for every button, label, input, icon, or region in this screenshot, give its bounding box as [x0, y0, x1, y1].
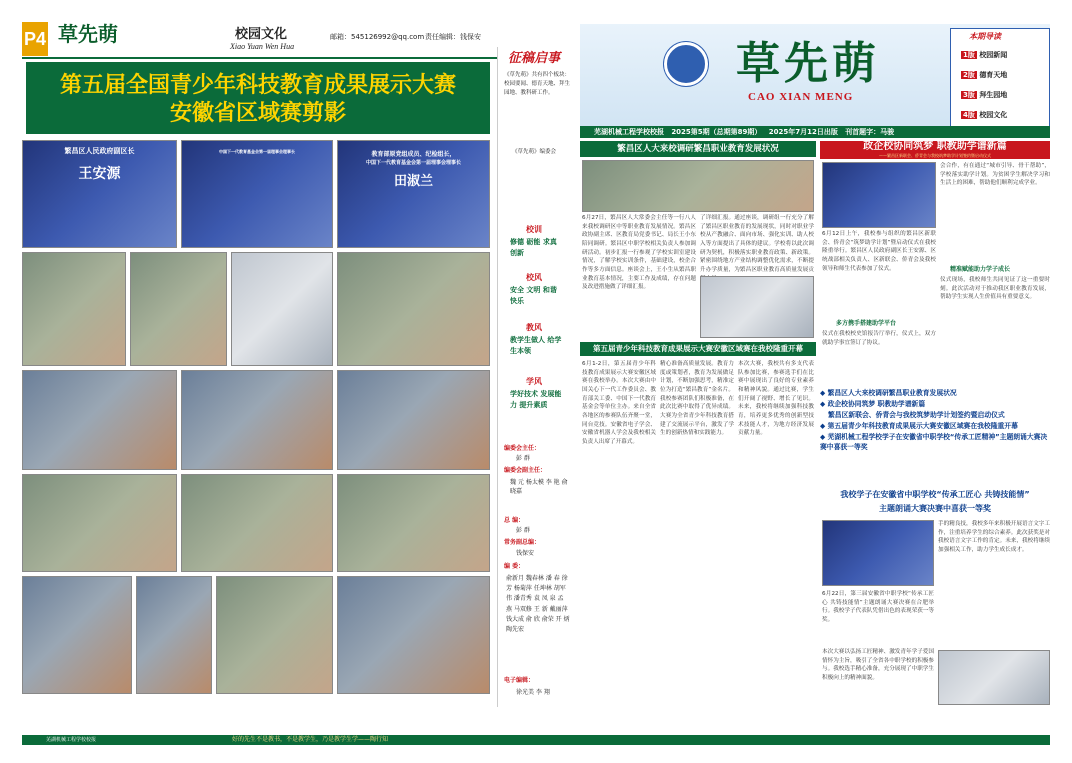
- article3-header: [820, 141, 1050, 159]
- headline-banner: [26, 62, 490, 134]
- toc-item[interactable]: ◆ 芜湖机械工程学校学子在安徽省中职学校“传承工匠精神”主题朗诵大赛决赛中喜获一等奖: [820, 432, 1048, 452]
- guide-item-3: [961, 91, 1007, 100]
- tel: 徐光美 李 翔: [516, 689, 550, 696]
- chief-editor: 彭 群: [516, 527, 530, 534]
- photo-row5-c: [216, 576, 333, 694]
- article2-col3: 本次大赛，我校共有多支代表队参加比赛，参赛选手们在比赛中展现出了良好的专业素养和精神风貌。通过比赛，学生们开阔了视野、增长了见识。未来，我校将继续加强科技教育，培养更多优秀的创新型技术技能人才，为地方经济发展贡献力量。: [738, 361, 814, 437]
- article3-col2: 会合作，有在通过“城市引导、骨干帮助”，学校落实助学计划。为贫困学生解决学习和生活上的困难，帮助他们顺利完成学业。: [940, 163, 1050, 187]
- photo-row2-d: [337, 252, 490, 366]
- photo-caption-title: 繁昌区人民政府副区长: [64, 147, 135, 155]
- masthead-emblem: [664, 42, 708, 86]
- motto-text: 修德 砺能 求真 创新: [510, 238, 557, 257]
- guide-num: 3版: [963, 91, 975, 99]
- guide-text: 校园文化: [979, 111, 1008, 119]
- toc-item-text: 繁昌区人大来校调研繁昌职业教育发展状况: [827, 389, 957, 397]
- toc-item[interactable]: ◆ 繁昌区人大来校调研繁昌职业教育发展状况: [820, 389, 957, 397]
- photo-caption-sub: 中国下一代教育基金会第一届理事会理事长: [219, 149, 295, 154]
- header-rule: [22, 57, 497, 59]
- page-number-badge: P4: [22, 22, 48, 56]
- deputy-label: 常务副总编：: [504, 539, 541, 546]
- footer-left: 芜湖机械工程学校校报: [46, 737, 97, 743]
- photo-opening-stage: [181, 140, 333, 248]
- members: 俞新月 魏春林 潘 春 徐 芳 杨菊萍 任坤林 胡军伟 潘青秀 袁 凤 泉 孟 燕 马双修 王 新 戴丽萍 钱大成 俞 欣 俞荣 开 炳 陶先宏: [506, 575, 570, 633]
- article2-col2: 精心准备高质量发展。教育力度或策划者，教育为发展做足计划，不断加强思考，精准定位为打造“繁昌教育”金名片。我校参赛团队们积极准备，在此次比赛中取得了优异成绩。大赛为全省青少年科技教育搭建了交流展示平台，激发了学生的创新热情和实践能力。: [660, 361, 734, 437]
- article4-header: [820, 488, 1050, 518]
- study-spirit-text: 学好技术 发展能力 提升素质: [510, 390, 562, 409]
- toc-item-text: 繁昌区新联会、侨青会与我校筑梦助学计划签约暨启动仪式: [828, 410, 1005, 419]
- photo-row3-c: [337, 370, 490, 470]
- photo-speaker-name: 田淑兰: [393, 174, 433, 189]
- photo-row4-a: [22, 474, 177, 572]
- article4-photo: [822, 520, 934, 586]
- guide-text: 德育天地: [979, 71, 1008, 79]
- article1-photo2: [700, 276, 814, 338]
- photo-row3-b: [181, 370, 333, 470]
- article3-subtitle: ——繁昌区新联会、侨青会与我校筑梦助学计划签约暨启动仪式: [879, 153, 991, 158]
- section-title: 校园文化: [235, 26, 288, 41]
- teaching-spirit-label: 教风: [526, 323, 542, 332]
- issue-date: 2025年7月12日出版: [768, 128, 838, 136]
- article2-col1: 6月1-2日，第五届青少年科技教育成果展示大赛安徽区域赛在我校举办。本次大赛由中国关心下一代工作委员会、教育部关工委、中国下一代教育基金会等单位主办。来自全省各地区的参赛队伍齐聚一堂，同台竞技。安徽省电子学会、安徽省机器人学会及我校相关负责人出席了开幕式。: [582, 361, 656, 445]
- guide-item-2: [961, 71, 1007, 80]
- article3-col1b: 仪式在我校校史馆报告厅举行，仪式上，双方就助学事宜签订了协议。: [822, 331, 936, 346]
- photo-row3-a: [22, 370, 177, 470]
- study-spirit-label: 学风: [526, 377, 542, 386]
- toc-item-text: 第五届青少年科技教育成果展示大赛安徽区域赛在我校隆重开幕: [827, 421, 1018, 430]
- photo-speaker-sub: 中国下一代教育基金会第一届理事会理事长: [365, 160, 461, 166]
- article3-col1: 6月12日上午，我校参与组织的繁昌区新联会、侨青会“筑梦助学计划”暨启动仪式在我校隆重举行。繁昌区人民政府副区长王安源、区统战部相关负责人、区新联会、侨青会及我校领导和师生代表参加了仪式。: [822, 231, 936, 272]
- article4-col3: 手的精良技，我校多年来积极开展语言文字工作，注重培养学生的综合素养。此次获奖是对我校语言文字工作的肯定。未来，我校将继续加强相关工作，助力学生成长成才。: [938, 521, 1050, 553]
- photo-row5-d: [337, 576, 490, 694]
- photo-speaker: [337, 140, 490, 248]
- toc-item[interactable]: ◆ 第五届青少年科技教育成果展示大赛安徽区域赛在我校隆重开幕: [820, 421, 1018, 430]
- members-label: 编 委：: [504, 563, 525, 570]
- teaching-spirit-text: 教学生做人 给学生本领: [510, 336, 562, 355]
- toc-item[interactable]: ◆ 政企校协同筑梦 职教助学谱新篇: [820, 399, 926, 408]
- footer-center: 好的先生不是教书，不是教学生，乃是教学生学——陶行知: [232, 736, 389, 743]
- school-spirit-text: 安全 文明 和谐 快乐: [510, 286, 557, 305]
- article3-sub1: 多方携手搭建助学平台: [836, 320, 897, 327]
- left-logo: 草先萌: [58, 24, 118, 46]
- guide-num: 4版: [963, 111, 975, 119]
- article4-title2: 主题朗诵大赛决赛中喜获一等奖: [879, 504, 991, 513]
- masthead-pinyin: CAO XIAN MENG: [748, 91, 854, 103]
- article4-title: 我校学子在安徽省中职学校“传承工匠心 共铸技能情”: [840, 490, 1030, 499]
- section-pinyin: Xiao Yuan Wen Hua: [230, 42, 295, 51]
- photo-row4-c: [337, 474, 490, 572]
- guide-text: 校园新闻: [979, 51, 1008, 59]
- sidebar-title: 征稿启事: [508, 51, 561, 66]
- toc-item[interactable]: [820, 410, 1050, 421]
- article3-col2b: 仪式现场，我校师生共同见证了这一重要时刻。此次活动对于推动我区职业教育发展，帮助学生实现人生价值具有重要意义。: [940, 277, 1050, 301]
- headline-line1: 第五届全国青少年科技教育成果展示大赛: [59, 72, 456, 97]
- issue-bar: [580, 126, 1050, 138]
- guide-box: [950, 28, 1050, 132]
- article4-col2: 本次大赛以弘扬工匠精神、激发青年学子爱国情怀为主旨，吸引了全省各中职学校的积极参与。我校选手精心准备，充分展现了中职学生积极向上的精神面貌。: [822, 649, 934, 681]
- footer-bar: [22, 735, 1050, 745]
- issue-number: 2025第5期（总期第89期）: [671, 128, 762, 136]
- photo-row2-c: [231, 252, 333, 366]
- guide-num: 1版: [963, 51, 975, 59]
- deputy: 钱保安: [516, 550, 535, 557]
- article1-photo: [582, 160, 814, 212]
- article3-photo: [822, 162, 936, 228]
- chief-editor-label: 总 编：: [504, 517, 525, 524]
- article2-title: 第五届青少年科技教育成果展示大赛安徽区域赛在我校隆重开幕: [580, 342, 816, 356]
- photo-vice-mayor: [22, 140, 177, 248]
- photo-row4-b: [181, 474, 333, 572]
- masthead-title: 草先萌: [736, 39, 880, 88]
- vice-label: 编委会副主任：: [504, 467, 547, 474]
- header-email: 邮箱：545126992@qq.com: [330, 33, 425, 41]
- article4-col1: 6月22日，第三届安徽省中职学校“传承工匠心 共铸技能情”主题朗诵大赛决赛在合肥举行。我校学子代表队凭借出色的表现荣获一等奖。: [822, 591, 934, 623]
- article3-sub2: 精准赋能助力学子成长: [950, 266, 1011, 273]
- article1-title: 繁昌区人大来校调研繁昌职业教育发展状况: [580, 141, 816, 157]
- school-name: 芜湖机械工程学校校报: [594, 128, 664, 136]
- photo-row2-b: [130, 252, 227, 366]
- guide-title: 本期导读: [969, 32, 1001, 41]
- guide-item-1: [961, 51, 1007, 60]
- photo-caption-name: 王安源: [78, 166, 121, 182]
- photo-row2-a: [22, 252, 126, 366]
- header-editor: 责任编辑：钱保安: [425, 33, 481, 41]
- guide-item-4: [961, 111, 1007, 120]
- photo-speaker-title: 教育部原党组成员、纪检组长，: [371, 151, 456, 158]
- sidebar-note: 《草先萌》编委会: [512, 149, 557, 155]
- masthead-editor: 刊首题字：马骏: [845, 128, 895, 136]
- committee: 彭 群: [516, 455, 530, 462]
- tel-label: 电子编辑：: [504, 677, 535, 684]
- article3-title: 政企校协同筑梦 职教助学谱新篇: [863, 141, 1007, 152]
- vice: 魏 元 杨太模 李 艳 俞晓嘉: [510, 479, 568, 495]
- sidebar: [497, 47, 575, 707]
- article4-photo2: [938, 650, 1050, 705]
- toc-list: [820, 388, 1050, 484]
- photo-row5-a: [22, 576, 132, 694]
- headline-line2: 安徽省区域赛剪影: [169, 100, 346, 125]
- toc-item-text: 芜湖机械工程学校学子在安徽省中职学校“传承工匠精神”主题朗诵大赛决赛中喜获一等奖: [820, 432, 1048, 452]
- motto-label: 校训: [526, 225, 542, 234]
- sidebar-intro: 《草先萌》共有四个板块：校园要闻、德育天地、拜生园地、教科研工作。: [504, 72, 571, 96]
- toc-item-text: 政企校协同筑梦 职教助学谱新篇: [827, 399, 926, 408]
- guide-text: 拜生园地: [979, 91, 1008, 99]
- photo-row5-b: [136, 576, 212, 694]
- article1-col2: 了详细汇报。通过座谈，调研组一行充分了解了繁昌区职业教育的发展现状，同时对职业学校从产教融合、面向市场、强化实训、助人校入等方面提出了具体的建议。学校将以此次调研为契机，积极落实职业教育政策、新政策。紧密围绕地方产业结构调整优化需求，不断提升办学质量，为繁昌区职业教育高质量发展贡: [700, 215, 814, 273]
- article1-col1: 6月27日，繁昌区人大常委会主任等一行八人来我校调研区中等职业教育发展情况。繁昌区政协副主席、区教育局党委书记、局长王小东陪同调研。繁昌区中职学校相关负责人参加调研活动。初步汇报一行参观了学校实训室建设情况，了解学校实训条件，基础建设，校企合作等多方面信息。座谈会上，王小生从繁昌职业教育基本情况，主要工作及成绩，存在问题及改进措施做了详细汇报。: [582, 215, 696, 291]
- guide-num: 2版: [963, 71, 975, 79]
- committee-label: 编委会主任：: [504, 445, 541, 452]
- school-spirit-label: 校风: [526, 273, 542, 282]
